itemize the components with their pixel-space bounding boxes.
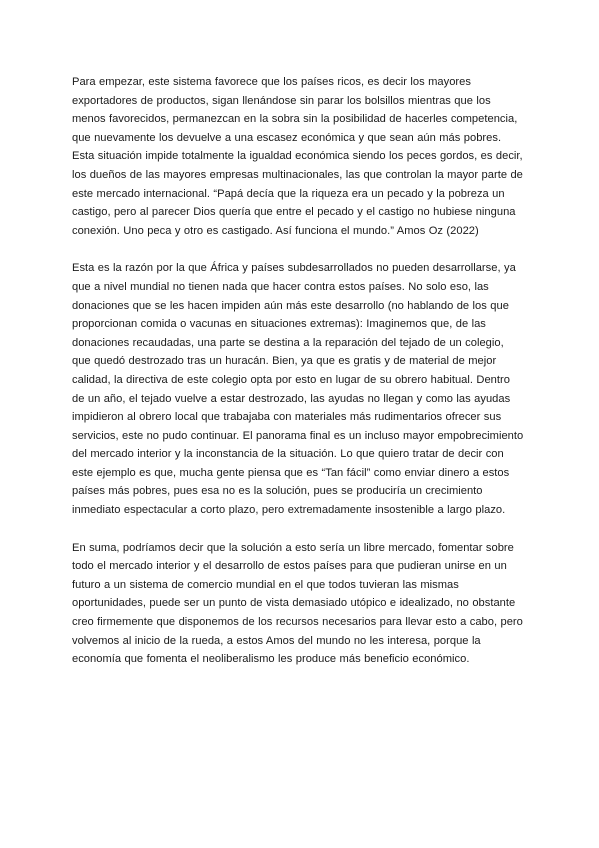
paragraph-3: En suma, podríamos decir que la solución a esto sería un libre mercado, fomentar sobre todo el mercado interior y el desarrollo de estos países para que pudieran unirse en un futuro a un sistema de comercio mundial en el que todos tuvieran las mismas oportunidades, puede ser un punto de vista demasiado utópico e idealizado, no obstante creo firmemente que disponemos de los recursos necesarios para llevar esto a cabo, pero volvemos al inicio de la rueda, a estos Amos del mundo no les interesa, porque la economía que fomenta el neoliberalismo les produce más beneficio económico.	[72, 541, 523, 666]
paragraph-1: Para empezar, este sistema favorece que los países ricos, es decir los mayores exportadores de productos, sigan llenándose sin parar los bolsillos mientras que los menos favorecidos, permanezcan en la sobra sin la posibilidad de hacerles competencia, que nuevamente los devuelve a una escasez económica y que sean aún más pobres. Esta situación impide totalmente la igualdad económica siendo los peces gordos, es decir, los dueños de las mayores empresas multinacionales, las que controlan la mayor parte de este mercado internacional. “Papá decía que la riqueza era un pecado y la pobreza un castigo, pero al parecer Dios quería que entre el pecado y el castigo no hubiese ninguna conexión. Uno peca y otro es castigado. Así funciona el mundo.” Amos Oz (2022)	[72, 76, 523, 237]
document-body	[72, 73, 524, 688]
paragraph-2: Esta es la razón por la que África y países subdesarrollados no pueden desarrollarse, ya que a nivel mundial no tienen nada que hacer contra estos países. No solo eso, las donaciones que se les hacen impiden aún más este desarrollo (no hablando de los que proporcionan comida o vacunas en situaciones extremas): Imaginemos que, de las donaciones recaudadas, una parte se destina a la reparación del tejado de un colegio, que quedó destrozado tras un huracán. Bien, ya que es gratis y de material de mejor calidad, la directiva de este colegio opta por esto en lugar de su obrero habitual. Dentro de un año, el tejado vuelve a estar destrozado, las ayudas no llegan y como las ayudas impidieron al obrero local que trabajaba con materiales más rudimentarios ofrecer sus servicios, este no pudo continuar. El panorama final es un incluso mayor empobrecimiento del mercado interior y la inconstancia de la situación. Lo que quiero tratar de decir con este ejemplo es que, mucha gente piensa que es “Tan fácil” como enviar dinero a estos países más pobres, pues esa no es la solución, pues se produciría un crecimiento inmediato espectacular a corto plazo, pero extremadamente insostenible a largo plazo.	[72, 262, 524, 517]
